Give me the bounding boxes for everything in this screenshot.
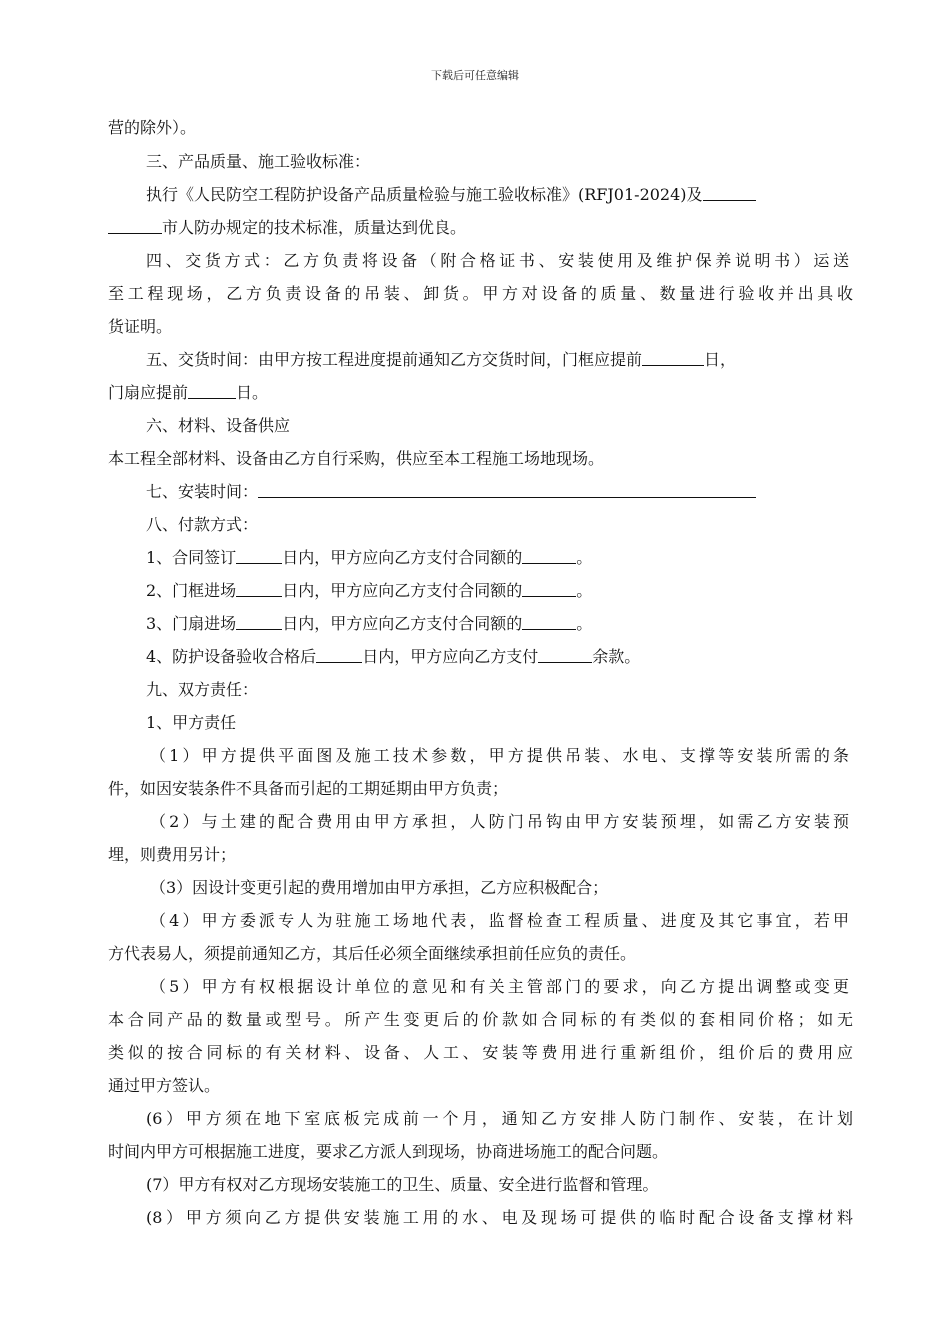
section-heading: 九、双方责任： [146,680,259,699]
text-span: 日。 [236,383,269,402]
fill-blank [522,549,576,564]
text-line [146,614,891,634]
text-line: （1）甲方提供平面图及施工技术参数，甲方提供吊装、水电、支撑等安装所需的条 [150,746,849,765]
text-span: 。 [576,581,593,600]
text-line: 营的除外）。 [108,118,197,137]
text-span: 七、安装时间： [146,482,259,501]
text-line: 类似的按合同标的有关材料、设备、人工、安装等费用进行重新组价，组价后的费用应 [108,1043,853,1062]
fill-blank [236,582,282,597]
text-line: （2）与土建的配合费用由甲方承担，人防门吊钩由甲方安装预埋，如需乙方安装预 [150,812,849,831]
text-line: 四、交货方式：乙方负责将设备（附合格证书、安装使用及维护保养说明书）运送 [146,251,849,270]
text-span: 日内，甲方应向乙方支付 [362,647,539,666]
text-line: 埋，则费用另计； [108,845,237,864]
text-span: 市人防办规定的技术标准，质量达到优良。 [162,218,467,237]
text-span: 余款。 [592,647,641,666]
text-line: 通过甲方签认。 [108,1076,221,1095]
text-line: （4）甲方委派专人为驻施工场地代表，监督检查工程质量、进度及其它事宜，若甲 [150,911,849,930]
text-line [146,548,891,568]
text-line: （3）因设计变更引起的费用增加由甲方承担，乙方应积极配合； [150,878,609,897]
fill-blank [703,186,756,201]
text-span: 。 [576,548,593,567]
text-span: 1、合同签订 [146,548,237,567]
section-heading: 三、产品质量、施工验收标准： [146,152,371,171]
text-line: (8）甲方须向乙方提供安装施工用的水、电及现场可提供的临时配合设备支撑材料 [146,1208,853,1227]
text-span: 3、门扇进场 [146,614,237,633]
text-line: （5）甲方有权根据设计单位的意见和有关主管部门的要求，向乙方提出调整或变更 [150,977,849,996]
fill-blank [522,582,576,597]
text-span: 2、门框进场 [146,581,237,600]
text-line [146,350,891,370]
text-span: 日内，甲方应向乙方支付合同额的 [282,614,523,633]
text-line: 本工程全部材料、设备由乙方自行采购，供应至本工程施工场地现场。 [108,449,605,468]
fill-blank [236,549,282,564]
text-line [146,482,891,502]
fill-blank [188,384,236,399]
text-span: 日， [704,350,737,369]
fill-blank [538,648,592,663]
fill-blank [642,351,704,366]
section-heading: 六、材料、设备供应 [146,416,291,435]
text-line: (6）甲方须在地下室底板完成前一个月，通知乙方安排人防门制作、安装，在计划 [146,1109,853,1128]
fill-blank [108,219,162,234]
text-span: 执行《人民防空工程防护设备产品质量检验与施工验收标准》(RFJ01-2024)及 [146,185,703,204]
section-heading: 1、甲方责任 [146,713,237,732]
page-header: 下载后可任意编辑 [431,69,519,82]
text-line: 方代表易人，须提前通知乙方，其后任必须全面继续承担前任应负的责任。 [108,944,637,963]
text-line [146,581,891,601]
section-heading: 八、付款方式： [146,515,259,534]
text-span: 。 [576,614,593,633]
text-line [146,647,891,667]
text-line [108,383,853,403]
text-line: 时间内甲方可根据施工进度，要求乙方派人到现场，协商进场施工的配合问题。 [108,1142,669,1161]
text-span: 日内，甲方应向乙方支付合同额的 [282,581,523,600]
fill-blank [258,483,756,498]
fill-blank [316,648,362,663]
fill-blank [236,615,282,630]
text-line: 件，如因安装条件不具备而引起的工期延期由甲方负责； [108,779,509,798]
text-line: 本合同产品的数量或型号。所产生变更后的价款如合同标的有类似的套相同价格；如无 [108,1010,853,1029]
text-line: 货证明。 [108,317,173,336]
text-line: 至工程现场，乙方负责设备的吊装、卸货。甲方对设备的质量、数量进行验收并出具收 [108,284,853,303]
fill-blank [522,615,576,630]
text-line: (7）甲方有权对乙方现场安装施工的卫生、质量、安全进行监督和管理。 [146,1175,659,1194]
text-span: 门扇应提前 [108,383,189,402]
text-span: 五、交货时间：由甲方按工程进度提前通知乙方交货时间，门框应提前 [146,350,643,369]
text-span: 日内，甲方应向乙方支付合同额的 [282,548,523,567]
text-line [146,185,891,205]
text-span: 4、防护设备验收合格后 [146,647,317,666]
text-line [108,218,853,238]
